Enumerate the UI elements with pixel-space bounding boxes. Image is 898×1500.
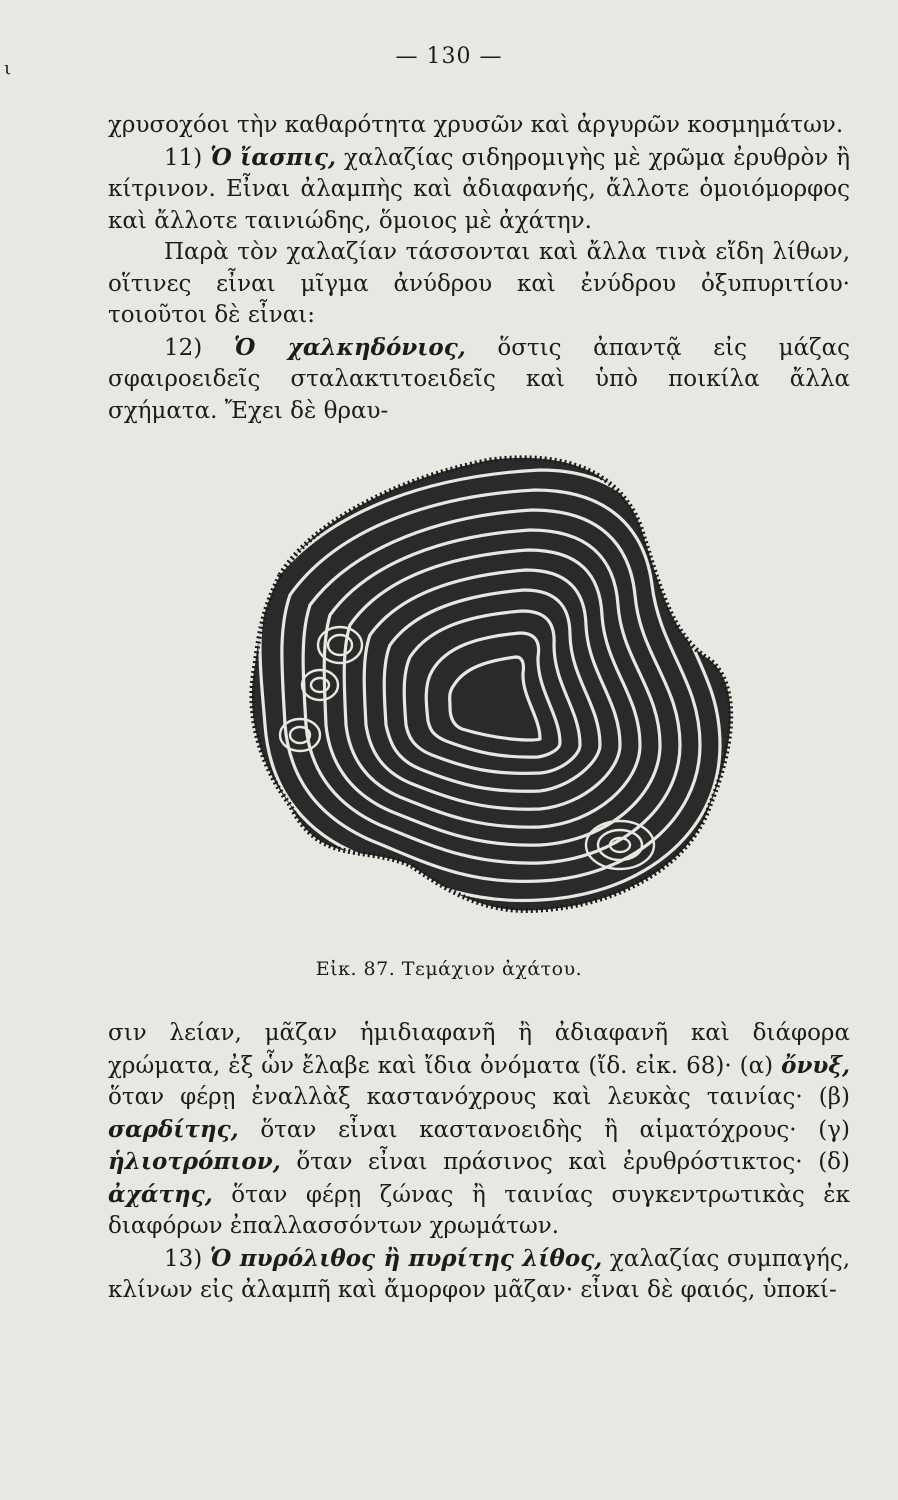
- item-12-term: Ὁ χαλκηδόνιος,: [233, 333, 466, 361]
- page-number: — 130 —: [395, 44, 503, 69]
- agate-drawing: [240, 445, 740, 915]
- term-heliotropion: ἡλιοτρόπιον,: [108, 1148, 281, 1175]
- term-onyx: ὄνυξ,: [781, 1051, 850, 1079]
- varieties-text-e: ὅταν φέρῃ ζώνας ἢ ταινίας συγκεντρωτικὰς ἐκ διαφόρων ἐπαλλασσόντων χρωμάτων.: [108, 1181, 850, 1239]
- item-13-number: 13): [164, 1245, 203, 1272]
- item-11-text: χαλαζίας σιδηρομιγὴς μὲ χρῶμα ἐρυθρὸν ἢ κίτρινον. Εἶναι ἀλαμπὴς καὶ ἀδιαφανής, ἄλλοτε ὁμοιόμορφος καὶ ἄλλοτε ταινιώδης, ὅμοιος μὲ ἀχάτην.: [108, 144, 851, 234]
- text-block-top: [108, 110, 850, 427]
- paragraph-line0: χρυσοχόοι τὴν καθαρότητα χρυσῶν καὶ ἀργυρῶν κοσμημάτων.: [108, 112, 844, 138]
- term-achates: ἀχάτης,: [108, 1180, 213, 1208]
- varieties-text-a: σιν λείαν, μᾶζαν ἡμιδιαφανῆ ἢ ἀδιαφανῆ καὶ διάφορα χρώματα, ἐξ ὧν ἔλαβε καὶ ἴδια ὀνόματα (ἴδ. εἰκ. 68)· (α): [108, 1020, 850, 1079]
- item-13-text: χαλαζίας συμπαγής, κλίνων εἰς ἀλαμπῆ καὶ ἄμορφον μᾶζαν· εἶναι δὲ φαιός, ὑποκί-: [108, 1245, 851, 1303]
- varieties-text-b: ὅταν φέρῃ ἐναλλὰξ καστανόχρους καὶ λευκὰς ταινίας· (β): [108, 1084, 850, 1110]
- item-12-text: ὅστις ἀπαντᾷ εἰς μάζας σφαιροειδεῖς σταλακτιτοειδεῖς καὶ ὑπὸ ποικίλα ἄλλα σχήματα. Ἔχει δὲ θραυ-: [108, 334, 850, 424]
- paragraph-para2: Παρὰ τὸν χαλαζίαν τάσσονται καὶ ἄλλα τινὰ εἴδη λίθων, οἵτινες εἶναι μῖγμα ἀνύδρου καὶ ἐνύδρου ὀξυπυριτίου· τοιοῦτοι δὲ εἶναι:: [108, 239, 850, 328]
- item-11-term: Ὁ ἴασπις,: [210, 143, 337, 171]
- paragraph-item-12: [108, 332, 850, 428]
- paragraph-varieties: [108, 1018, 850, 1243]
- item-11-number: 11): [164, 144, 203, 171]
- item-13-term: Ὁ πυρόλιθος ἢ πυρίτης λίθος,: [209, 1244, 603, 1272]
- varieties-text-c: ὅταν εἶναι καστανοειδὴς ἢ αἱματόχρους· (γ): [260, 1116, 850, 1143]
- margin-mark: ι: [4, 58, 12, 79]
- paragraph-item-13: [108, 1243, 850, 1307]
- agate-illustration: [240, 445, 740, 915]
- figure-caption: Εἰκ. 87. Τεμάχιον ἀχάτου.: [315, 958, 583, 980]
- paragraph-item-11: [108, 142, 850, 238]
- varieties-text-d: ὅταν εἶναι πράσινος καὶ ἐρυθρόστικτος· (δ): [296, 1149, 850, 1175]
- text-block-bottom: [108, 1018, 850, 1307]
- item-12-number: 12): [164, 334, 203, 361]
- term-sardites: σαρδίτης,: [108, 1115, 239, 1143]
